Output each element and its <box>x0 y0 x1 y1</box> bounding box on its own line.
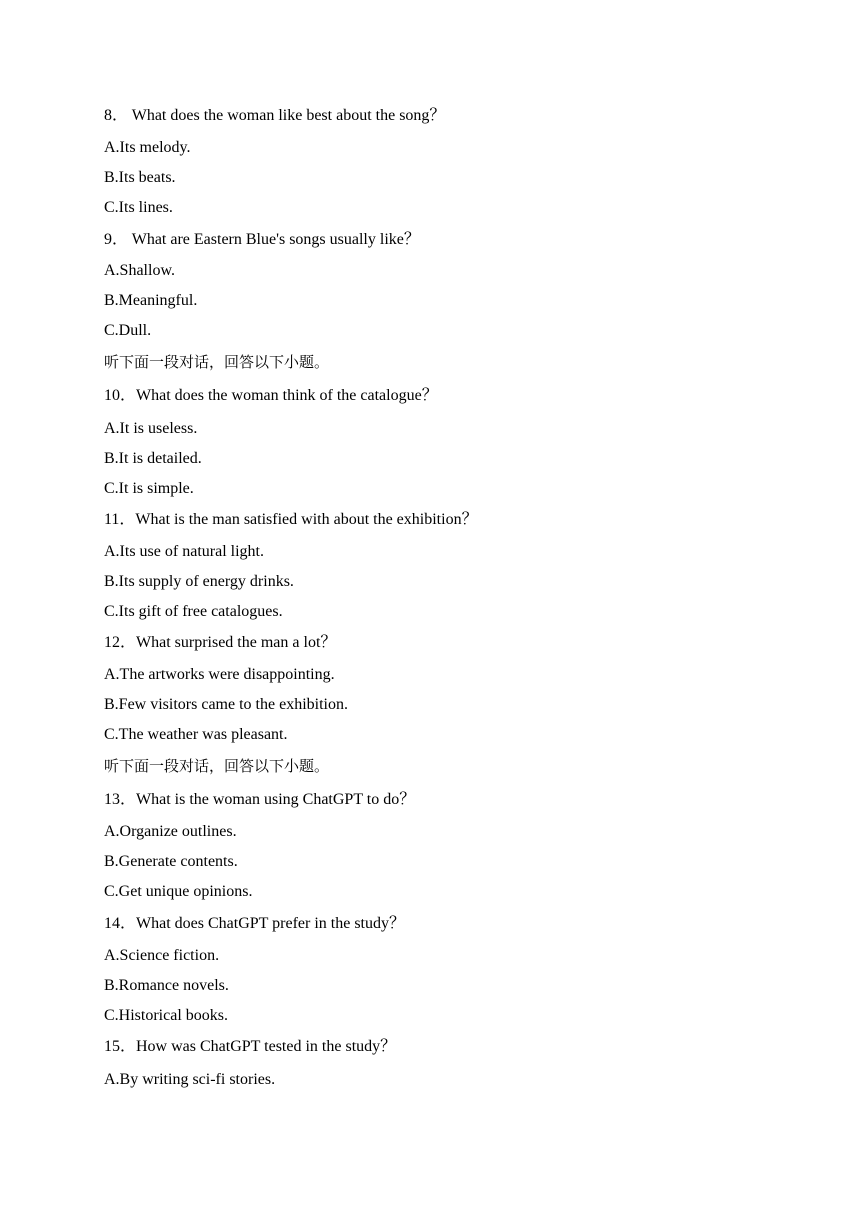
option-11b: B.Its supply of energy drinks. <box>104 573 294 590</box>
option-12a: A.The artworks were disappointing. <box>104 666 335 683</box>
section-instruction: 听下面一段对话，回答以下小题。 <box>104 353 330 371</box>
option-10c: C.It is simple. <box>104 480 194 497</box>
option-13a: A.Organize outlines. <box>104 823 237 840</box>
option-10b: B.It is detailed. <box>104 450 202 467</box>
section-instruction: 听下面一段对话，回答以下小题。 <box>104 757 330 775</box>
option-9a: A.Shallow. <box>104 262 175 279</box>
option-8a: A.Its melody. <box>104 139 191 156</box>
question-9: 9． What are Eastern Blue's songs usually like？ <box>104 231 420 248</box>
option-12b: B.Few visitors came to the exhibition. <box>104 696 348 713</box>
option-8b: B.Its beats. <box>104 169 176 186</box>
question-11: 11．What is the man satisfied with about the exhibition？ <box>104 511 478 528</box>
option-11a: A.Its use of natural light. <box>104 543 264 560</box>
question-8: 8． What does the woman like best about the song？ <box>104 107 446 124</box>
option-15a: A.By writing sci-fi stories. <box>104 1071 276 1088</box>
question-15: 15．How was ChatGPT tested in the study？ <box>104 1038 397 1055</box>
option-14a: A.Science fiction. <box>104 947 220 964</box>
question-14: 14．What does ChatGPT prefer in the study？ <box>104 915 405 932</box>
option-13b: B.Generate contents. <box>104 853 238 870</box>
option-9b: B.Meaningful. <box>104 292 198 309</box>
option-10a: A.It is useless. <box>104 420 198 437</box>
option-8c: C.Its lines. <box>104 199 173 216</box>
option-11c: C.Its gift of free catalogues. <box>104 603 283 620</box>
question-10: 10．What does the woman think of the catalogue？ <box>104 387 438 404</box>
option-14c: C.Historical books. <box>104 1007 228 1024</box>
question-12: 12．What surprised the man a lot？ <box>104 634 337 651</box>
option-12c: C.The weather was pleasant. <box>104 726 288 743</box>
option-9c: C.Dull. <box>104 322 152 339</box>
question-13: 13．What is the woman using ChatGPT to do？ <box>104 791 416 808</box>
option-13c: C.Get unique opinions. <box>104 883 253 900</box>
option-14b: B.Romance novels. <box>104 977 229 994</box>
